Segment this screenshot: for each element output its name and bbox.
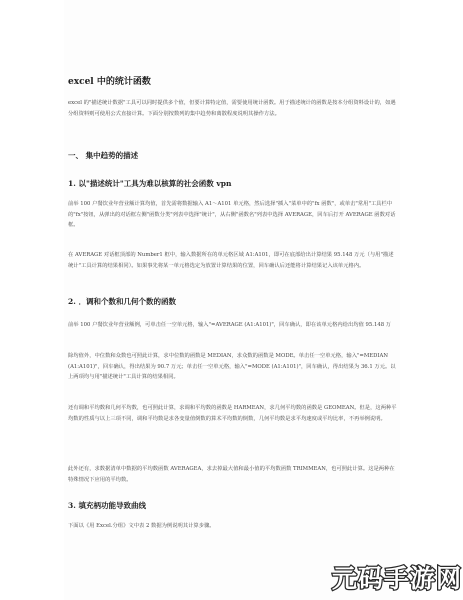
subheading-fill-handle: 3. 填充柄功能导致曲线 — [68, 501, 146, 510]
section-heading-central-tendency: 一、 集中趋势的描述 — [68, 151, 139, 160]
paragraph-harmean-geomean: 还有调和平均数和几何平均数，也可照此计算，求调和平均数的函数是 HARMEAN，求几何平均数的函数是 GEOMEAN。但是，这两种平均数的性质与以上三项不同，调和平均数是求各变量值倒数的算术平均数的倒数，几何平均数是求平均速度或平均比率，不再举例说明。 — [68, 405, 397, 422]
site-watermark-logo — [332, 560, 463, 594]
watermark-text: 元码手游网 — [332, 564, 463, 593]
paragraph-median-mode: 除均值外，中位数和众数也可照此计算，求中位数的函数是 MEDIAN，求众数的函数是 MODE。单击任一空单元格，输入"=MEDIAN (A1:A101)"，回车确认，得出结果为 90.7 万元；单击任一空单元格，输入"=MODE (A1:A101)"，回车确认，得出结果为 36.1 万元。以上两项均与用"描述统计"工具计算的结果相同。 — [68, 353, 396, 380]
subheading-descriptive-stats: 1. 以"描述统计"工具为难以核算的社会函数 vpn — [68, 179, 232, 188]
paragraph-averagea-trimmean: 此外还有，求数据清单中数据的平均数函数 AVERAGEA，求去掉最大值和最小值的平均数函数 TRIMMEAN，也可照此计算。这是两种在特殊情况下应用的平均数。 — [68, 466, 395, 483]
subheading-harmonic-geometric: 2. ．调和个数和几何个数的函数 — [68, 297, 176, 306]
paragraph-average-formula: 前举 100 户餐饮业年营业额例，可单击任一空单元格，输入"=AVERAGE (A1:A101)"，回车确认，即在该单元格内给出均值 95.148 万 — [68, 322, 392, 328]
paragraph-excel-grouping-example: 下面以《用 Excel.分组》文中表 2 数据为例说明其计算步骤。 — [68, 523, 215, 529]
paragraph-average-dialog: 前举 100 户餐饮业年营业额计算均值，首先需将数据输入 A1～A101 单元格，然后选择"插入"菜单中的"fx 函数"，或单击"常用"工具栏中的"fx"按钮，从弹出的对话框左侧"函数分类"列表中选择"统计"，从右侧"函数名"列表中选择 AVERAGE，回车后打开 AVERAGE 函数对话框。 — [68, 201, 396, 228]
document-title: excel 中的统计函数 — [68, 77, 151, 87]
paragraph-number1-range: 在 AVERAGE 对话框顶部的 Number1 框中，输入数据所在的单元格区域 A1:A101，即可在底部给出计算结果 95.148 万元（与用"描述统计"工具计算的结果相同）。如果事先将某一单元格选定为放置计算结果的位置，回车确认后还能将计算结果记入该单元格内。 — [68, 252, 394, 269]
intro-paragraph: excel 的"描述统计数据"工具可以同时提供多个值，但要计算特定值，需要使用统计函数。用于描述统计的函数是按本分组资料设计的，如遇分组资料则可使用公式直接计算。下面分别按数列的集中趋势和离散程度说明其操作方法。 — [68, 100, 396, 117]
